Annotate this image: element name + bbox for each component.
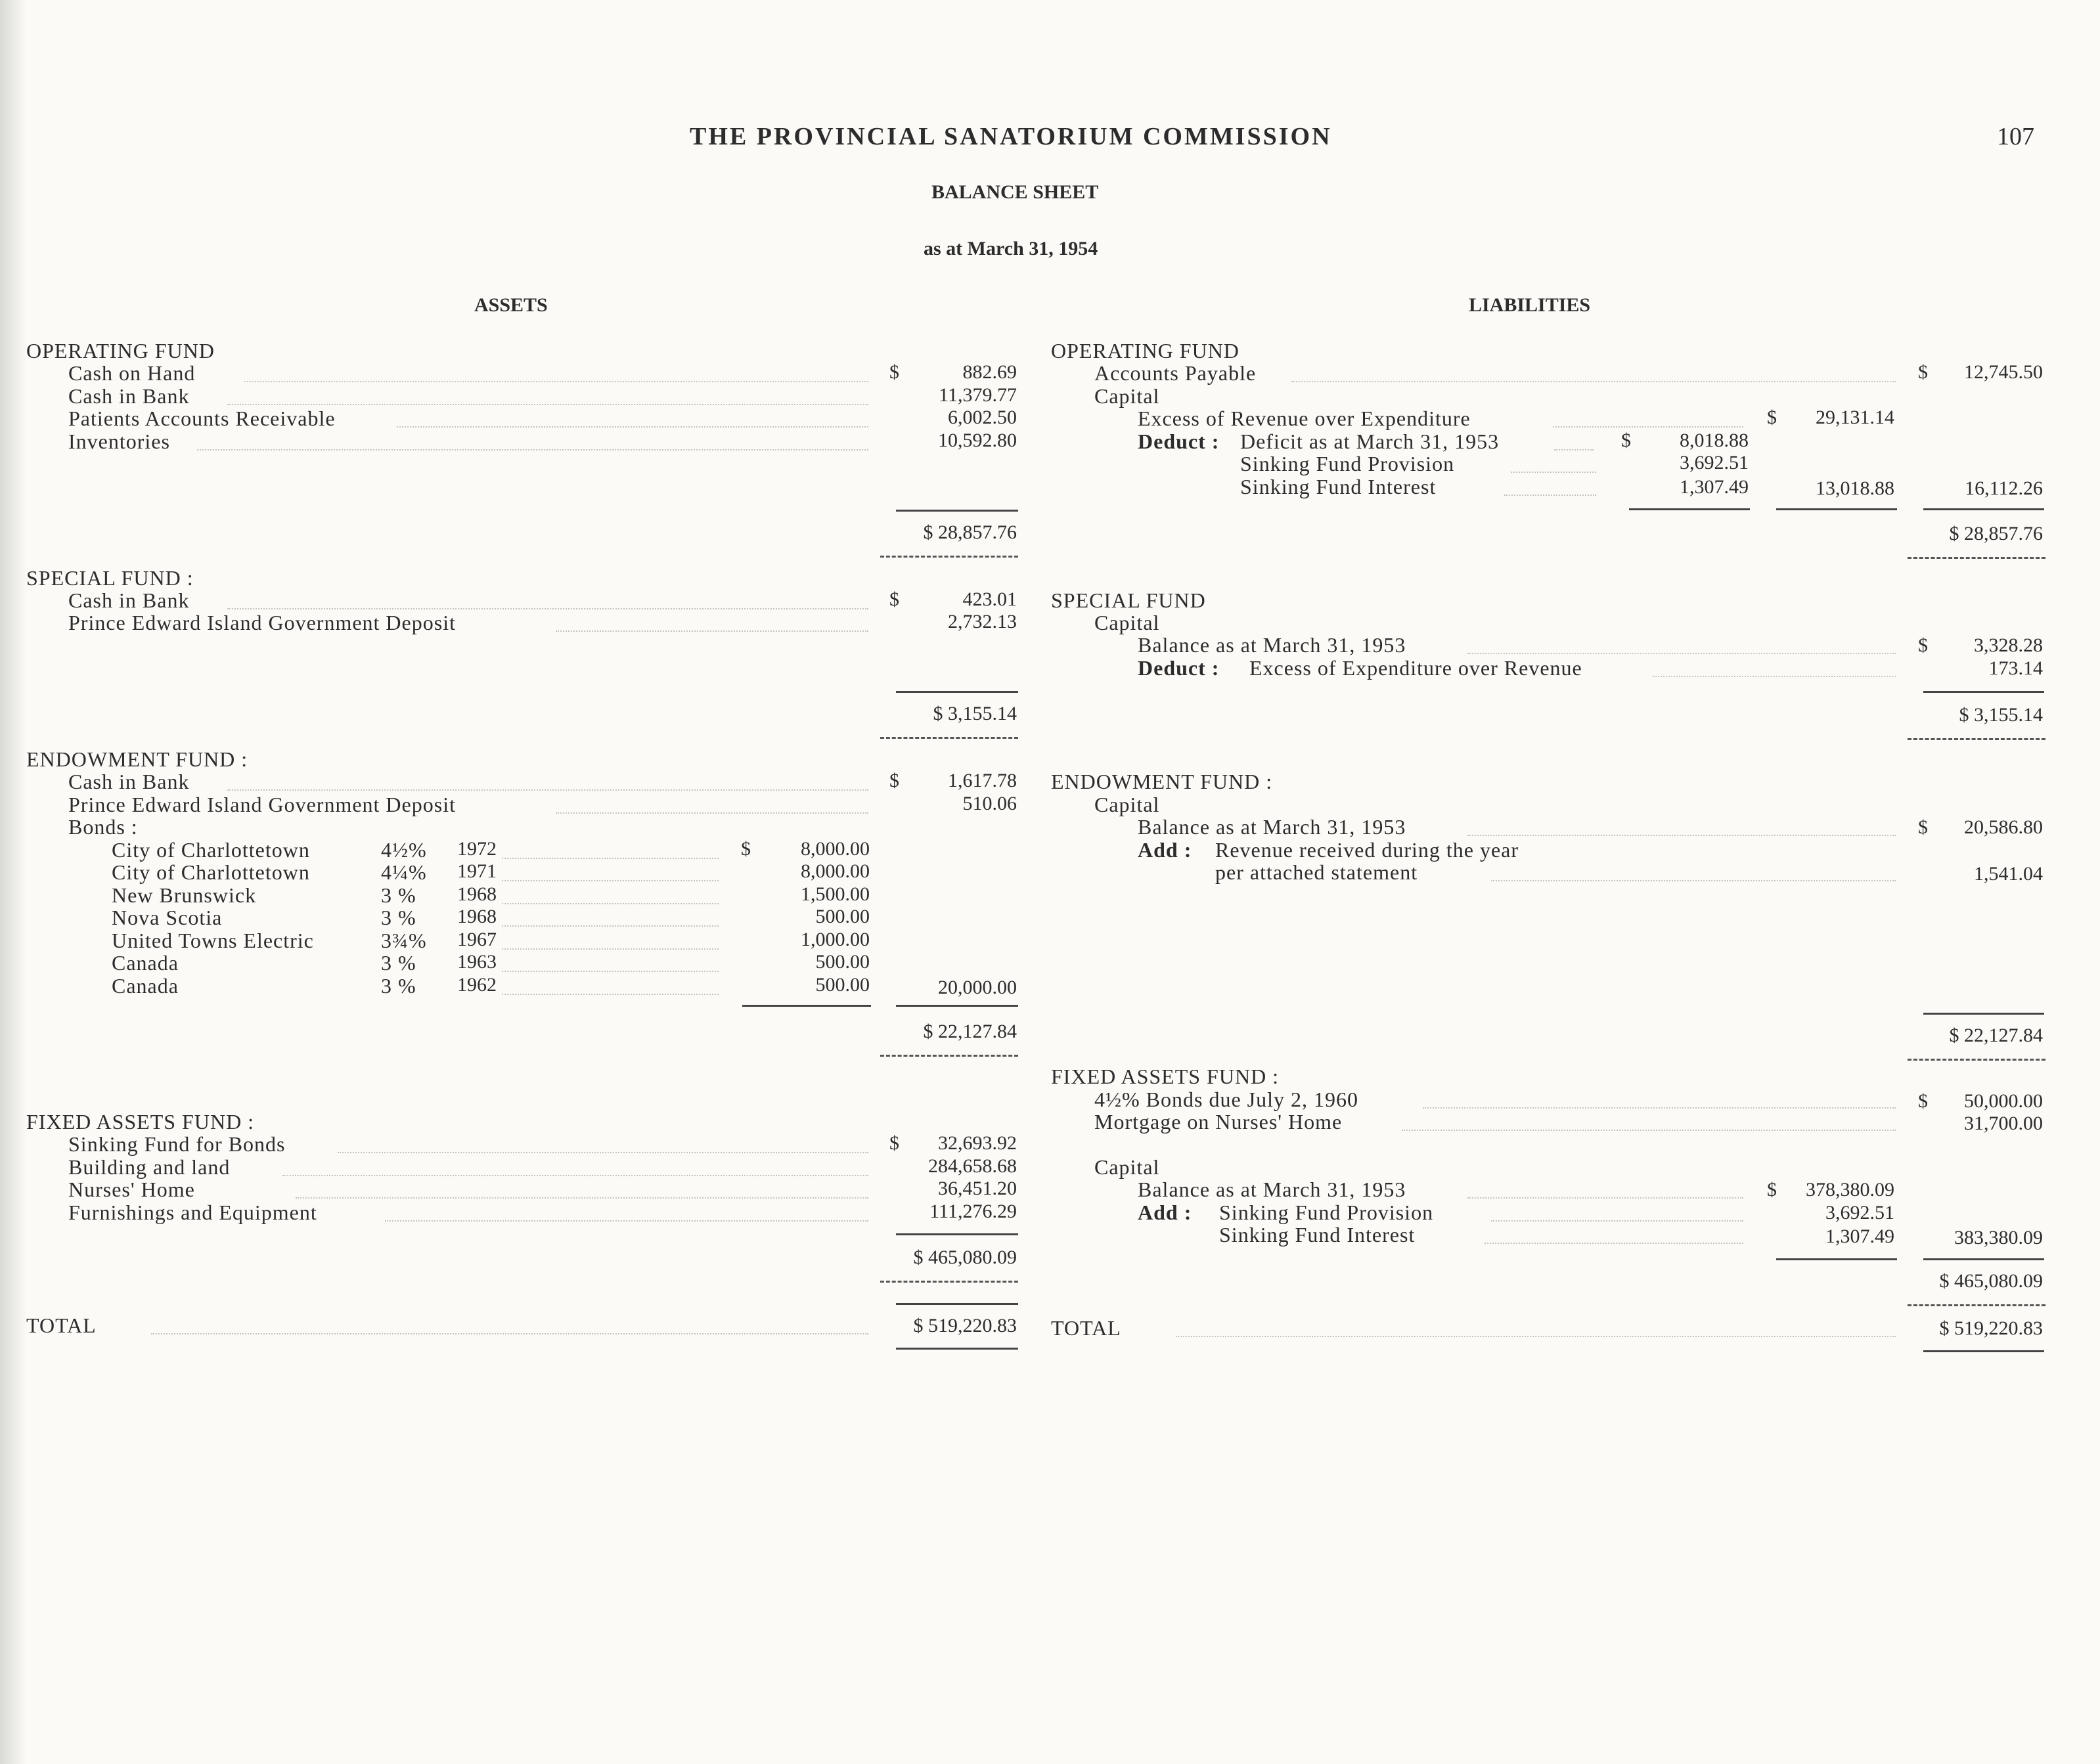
subtotal-rule: [742, 1005, 871, 1007]
total-rule: [1923, 691, 2044, 693]
liab-label: Balance as at March 31, 1953: [1138, 1178, 1406, 1201]
liab-label: per attached statement: [1215, 860, 1418, 884]
bond-year: 1962: [457, 974, 497, 996]
assets-fixed-title: FIXED ASSETS FUND :: [26, 1110, 255, 1134]
total-rule: [896, 1233, 1018, 1235]
dot-leader: [338, 1152, 868, 1153]
liab-total-label: TOTAL: [1051, 1316, 1121, 1340]
bond-amount: 500.00: [815, 974, 870, 996]
bond-name: United Towns Electric: [112, 929, 314, 952]
dot-leader: [1467, 1197, 1743, 1199]
total-rule: [896, 1348, 1018, 1350]
dollar-sign: $: [889, 1132, 899, 1154]
dot-leader: [1491, 880, 1896, 881]
liab-endowment-title: ENDOWMENT FUND :: [1051, 770, 1273, 793]
deduct-label: Deduct :: [1138, 430, 1220, 453]
dashed-rule: [1908, 738, 2045, 740]
liab-amount: 1,541.04: [1974, 863, 2043, 885]
assets-special-total: $ 3,155.14: [933, 703, 1017, 724]
liab-amount: 12,745.50: [1964, 361, 2043, 383]
dot-leader: [227, 608, 868, 609]
asset-label: Sinking Fund for Bonds: [68, 1132, 286, 1156]
capital-label: Capital: [1094, 1155, 1160, 1179]
dot-leader: [1402, 1130, 1896, 1131]
asset-amount: 2,732.13: [948, 611, 1017, 632]
liab-amount: 3,328.28: [1974, 634, 2043, 656]
dashed-rule: [880, 737, 1018, 739]
liab-label: Sinking Fund Interest: [1240, 475, 1437, 498]
liab-special-total: $ 3,155.14: [1959, 704, 2043, 726]
asset-amount: 284,658.68: [928, 1155, 1017, 1177]
dot-leader: [502, 994, 719, 995]
dot-leader: [151, 1333, 868, 1334]
liab-amount: 1,307.49: [1680, 476, 1749, 498]
dot-leader: [227, 789, 868, 791]
bond-rate: 3¾%: [381, 929, 427, 952]
liab-amount: 1,307.49: [1825, 1225, 1894, 1247]
subtotal-rule: [1629, 508, 1750, 510]
dollar-sign: $: [1918, 816, 1928, 838]
asset-label: Cash in Bank: [68, 588, 190, 612]
page-title: THE PROVINCIAL SANATORIUM COMMISSION: [690, 123, 1332, 150]
bond-year: 1968: [457, 883, 497, 905]
asset-label: Prince Edward Island Government Deposit: [68, 611, 456, 634]
dashed-rule: [880, 1055, 1018, 1057]
bond-rate: 3 %: [381, 906, 416, 929]
dot-leader: [1467, 835, 1896, 836]
dot-leader: [502, 948, 719, 950]
liab-endowment-total: $ 22,127.84: [1949, 1025, 2043, 1046]
bond-amount: 1,500.00: [801, 883, 870, 905]
liab-label: Deficit as at March 31, 1953: [1240, 430, 1500, 453]
bond-name: City of Charlottetown: [112, 838, 310, 862]
liab-label: Accounts Payable: [1094, 361, 1257, 385]
dot-leader: [502, 880, 719, 881]
bond-name: Nova Scotia: [112, 906, 223, 929]
bond-amount: 8,000.00: [801, 838, 870, 860]
liab-amount: 20,586.80: [1964, 816, 2043, 838]
bond-amount: 500.00: [815, 906, 870, 927]
deduct-label: Deduct :: [1138, 656, 1220, 680]
dot-leader: [1653, 676, 1896, 677]
bonds-subtotal: 20,000.00: [938, 977, 1017, 998]
add-label: Add :: [1138, 1201, 1192, 1224]
liab-operating-title: OPERATING FUND: [1051, 339, 1240, 363]
asset-label: Nurses' Home: [68, 1178, 195, 1201]
document-subtitle: BALANCE SHEET: [931, 181, 1099, 203]
asset-label: Prince Edward Island Government Deposit: [68, 793, 456, 816]
dot-leader: [502, 971, 719, 972]
asset-label: Cash on Hand: [68, 361, 196, 385]
asset-amount: 10,592.80: [938, 430, 1017, 451]
liab-special-title: SPECIAL FUND: [1051, 588, 1206, 612]
liab-label: Balance as at March 31, 1953: [1138, 633, 1406, 657]
total-rule: [896, 1005, 1018, 1007]
liab-amount: 31,700.00: [1964, 1113, 2043, 1134]
asset-label: Inventories: [68, 430, 170, 453]
bond-amount: 8,000.00: [801, 860, 870, 882]
dot-leader: [1553, 426, 1743, 428]
dashed-rule: [1908, 1059, 2045, 1061]
dollar-sign: $: [1621, 430, 1631, 451]
asset-amount: 423.01: [962, 588, 1017, 610]
bond-year: 1972: [457, 838, 497, 860]
total-rule: [1923, 508, 2044, 510]
assets-endowment-title: ENDOWMENT FUND :: [26, 747, 248, 771]
dollar-sign: $: [1918, 634, 1928, 656]
dot-leader: [502, 858, 719, 859]
liab-amount: 3,692.51: [1825, 1202, 1894, 1224]
bond-year: 1967: [457, 929, 497, 950]
asset-label: Furnishings and Equipment: [68, 1201, 317, 1224]
dashed-rule: [880, 1281, 1018, 1283]
assets-operating-total: $ 28,857.76: [923, 521, 1017, 543]
dashed-rule: [1908, 557, 2045, 559]
liab-amount: 29,131.14: [1816, 407, 1894, 428]
asset-amount: 32,693.92: [938, 1132, 1017, 1154]
asset-label: Cash in Bank: [68, 384, 190, 408]
liab-fixed-title: FIXED ASSETS FUND :: [1051, 1065, 1280, 1088]
date-line: as at March 31, 1954: [924, 238, 1098, 259]
asset-amount: 11,379.77: [939, 384, 1017, 406]
subtotal-rule: [1776, 1258, 1897, 1260]
bond-amount: 1,000.00: [801, 929, 870, 950]
bond-rate: 3 %: [381, 883, 416, 907]
liab-label: Excess of Revenue over Expenditure: [1138, 407, 1471, 430]
liab-label: Excess of Expenditure over Revenue: [1249, 656, 1582, 680]
asset-amount: 111,276.29: [929, 1201, 1017, 1222]
asset-amount: 882.69: [962, 361, 1017, 383]
bond-rate: 4½%: [381, 838, 427, 862]
dot-leader: [1554, 449, 1594, 451]
liab-subtotal: 13,018.88: [1816, 477, 1894, 499]
bond-rate: 3 %: [381, 951, 416, 975]
assets-grand-total: $ 519,220.83: [913, 1315, 1017, 1336]
dollar-sign: $: [1767, 1179, 1777, 1201]
bond-rate: 3 %: [381, 974, 416, 998]
liab-amount: 8,018.88: [1680, 430, 1749, 451]
liab-amount: 173.14: [1988, 657, 2043, 679]
liab-amount: 3,692.51: [1680, 452, 1749, 474]
bond-year: 1971: [457, 860, 497, 882]
liabilities-heading: LIABILITIES: [1469, 294, 1591, 316]
asset-amount: 510.06: [962, 793, 1017, 814]
liab-label: Revenue received during the year: [1215, 838, 1519, 862]
bonds-label: Bonds :: [68, 815, 138, 839]
dot-leader: [556, 812, 868, 814]
dot-leader: [1504, 495, 1596, 496]
scan-shadow: [0, 0, 26, 1764]
total-rule: [1923, 1350, 2044, 1352]
assets-operating-title: OPERATING FUND: [26, 339, 215, 363]
dollar-sign: $: [889, 588, 899, 610]
liab-amount: 378,380.09: [1806, 1179, 1894, 1201]
page-number: 107: [1997, 123, 2034, 150]
liab-label: Balance as at March 31, 1953: [1138, 815, 1406, 839]
add-label: Add :: [1138, 838, 1192, 862]
asset-label: Cash in Bank: [68, 770, 190, 793]
liab-operating-total: $ 28,857.76: [1949, 523, 2043, 544]
asset-label: Building and land: [68, 1155, 231, 1179]
asset-amount: 1,617.78: [948, 770, 1017, 791]
dot-leader: [556, 630, 868, 632]
liab-label: Sinking Fund Provision: [1219, 1201, 1434, 1224]
assets-special-title: SPECIAL FUND :: [26, 566, 194, 590]
dot-leader: [385, 1220, 868, 1222]
dot-leader: [227, 404, 868, 405]
bond-year: 1968: [457, 906, 497, 927]
assets-heading: ASSETS: [474, 294, 548, 316]
dot-leader: [1291, 381, 1896, 382]
total-rule: [896, 1303, 1018, 1305]
liab-amount: 383,380.09: [1954, 1227, 2043, 1248]
liab-grand-total: $ 519,220.83: [1939, 1317, 2043, 1339]
assets-fixed-total: $ 465,080.09: [913, 1246, 1017, 1268]
liab-amount: 50,000.00: [1964, 1090, 2043, 1112]
bond-name: New Brunswick: [112, 883, 257, 907]
bond-name: Canada: [112, 974, 179, 998]
liab-fixed-total: $ 465,080.09: [1939, 1270, 2043, 1292]
capital-label: Capital: [1094, 611, 1160, 634]
dot-leader: [1491, 1220, 1743, 1222]
dot-leader: [502, 903, 719, 904]
dot-leader: [282, 1175, 868, 1176]
total-rule: [1923, 1013, 2044, 1015]
assets-endowment-total: $ 22,127.84: [923, 1021, 1017, 1042]
dot-leader: [244, 381, 868, 382]
asset-label: Patients Accounts Receivable: [68, 407, 336, 430]
dollar-sign: $: [889, 770, 899, 791]
dot-leader: [1423, 1107, 1896, 1109]
dollar-sign: $: [889, 361, 899, 383]
dashed-rule: [1908, 1304, 2045, 1306]
dollar-sign: $: [1918, 361, 1928, 383]
dollar-sign: $: [1767, 407, 1777, 428]
liab-label: Sinking Fund Interest: [1219, 1223, 1416, 1246]
total-rule: [896, 510, 1018, 512]
asset-amount: 36,451.20: [938, 1178, 1017, 1199]
dot-leader: [502, 925, 719, 927]
dot-leader: [296, 1197, 868, 1199]
total-rule: [1923, 1258, 2044, 1260]
dollar-sign: $: [1918, 1090, 1928, 1112]
bond-name: Canada: [112, 951, 179, 975]
capital-label: Capital: [1094, 384, 1160, 408]
bond-name: City of Charlottetown: [112, 860, 310, 884]
liab-label: 4½% Bonds due July 2, 1960: [1094, 1088, 1358, 1111]
asset-amount: 6,002.50: [948, 407, 1017, 428]
bond-rate: 4¼%: [381, 860, 427, 884]
dot-leader: [1511, 472, 1596, 473]
dashed-rule: [880, 556, 1018, 558]
bond-amount: 500.00: [815, 951, 870, 973]
dot-leader: [1467, 653, 1896, 654]
dot-leader: [397, 426, 868, 428]
liab-label: Mortgage on Nurses' Home: [1094, 1110, 1343, 1134]
bond-year: 1963: [457, 951, 497, 973]
liab-amount: 16,112.26: [1965, 477, 2043, 499]
subtotal-rule: [1776, 508, 1897, 510]
dot-leader: [1485, 1243, 1743, 1244]
capital-label: Capital: [1094, 793, 1160, 816]
liab-label: Sinking Fund Provision: [1240, 452, 1455, 475]
dot-leader: [197, 449, 868, 451]
dot-leader: [1176, 1336, 1896, 1337]
dollar-sign: $: [741, 838, 751, 860]
total-rule: [896, 691, 1018, 693]
assets-total-label: TOTAL: [26, 1313, 97, 1337]
